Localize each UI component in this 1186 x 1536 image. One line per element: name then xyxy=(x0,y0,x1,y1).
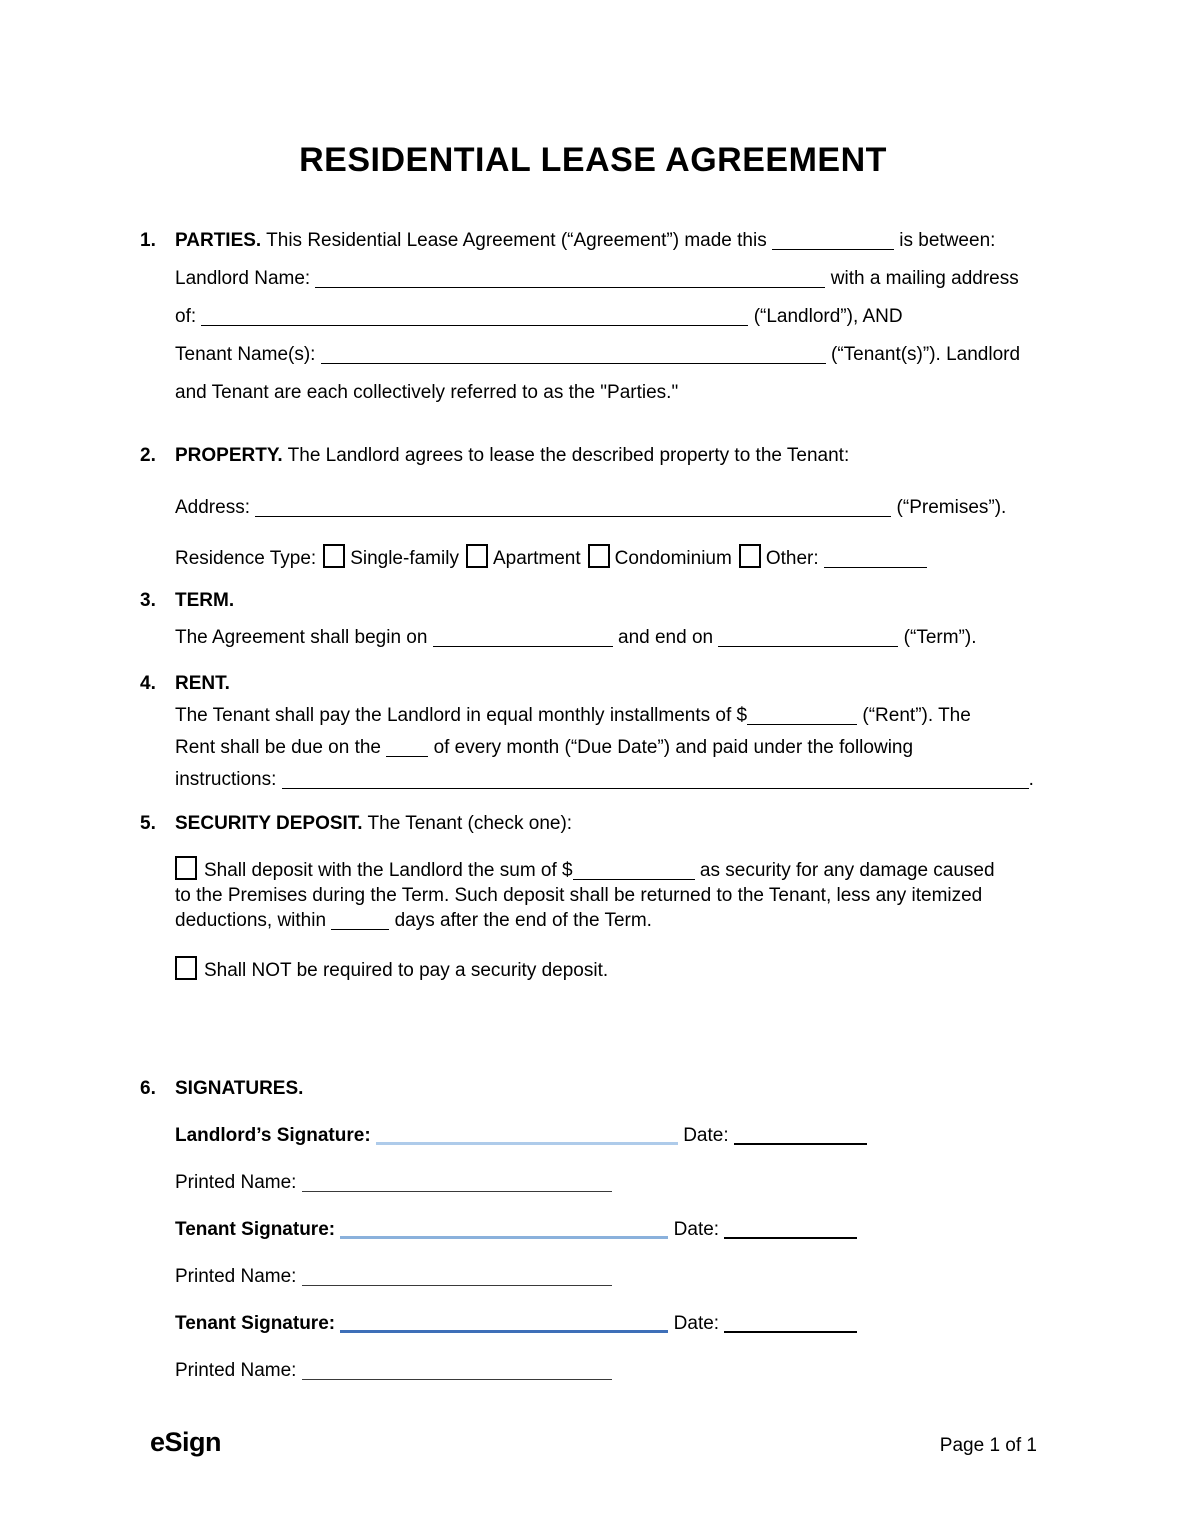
section-signatures-number: 6. xyxy=(140,1078,156,1099)
term-heading-line xyxy=(175,589,1086,613)
tenant2-printed-name-row xyxy=(175,1359,1086,1383)
blank-rent-amount[interactable] xyxy=(747,705,857,725)
tenant2-date-field[interactable] xyxy=(724,1312,857,1333)
section-term-number: 3. xyxy=(140,590,156,611)
parties-tenant-line xyxy=(175,336,1086,374)
parties-address-line xyxy=(175,298,1086,336)
blank-term-end-date[interactable] xyxy=(718,627,898,647)
landlord-printed-name-label: Printed Name: xyxy=(175,1172,297,1193)
tenant2-printed-name-label: Printed Name: xyxy=(175,1360,297,1381)
security-deductions-text: deductions, within xyxy=(175,910,327,931)
rent-heading-line xyxy=(175,672,1086,696)
section-security-number: 5. xyxy=(140,813,156,834)
rent-line-1 xyxy=(175,700,1086,732)
section-term xyxy=(0,589,1186,650)
blank-landlord-mailing-address[interactable] xyxy=(201,306,748,326)
checkbox-other[interactable] xyxy=(739,544,761,568)
security-option1-line-3 xyxy=(175,908,1086,933)
checkbox-apartment[interactable] xyxy=(466,544,488,568)
security-option-deposit xyxy=(175,856,1086,933)
section-signatures-heading: SIGNATURES. xyxy=(175,1078,304,1099)
rent-line-3 xyxy=(175,764,1086,796)
residence-option-single-family: Single-family xyxy=(350,548,459,569)
parties-closing-text: and Tenant are each collectively referred to as the "Parties." xyxy=(175,382,679,403)
section-parties-heading: PARTIES. xyxy=(175,230,262,251)
security-option1-line-1 xyxy=(175,856,1086,883)
residence-option-other-label: Other: xyxy=(765,548,819,569)
blank-tenant-names[interactable] xyxy=(321,344,826,364)
rent-amount-text-after: (“Rent”). The xyxy=(862,705,971,726)
blank-property-address[interactable] xyxy=(255,497,891,517)
tenant1-date-label: Date: xyxy=(673,1219,720,1240)
security-intro-text: The Tenant (check one): xyxy=(367,813,573,834)
tenant2-signature-label: Tenant Signature: xyxy=(175,1313,336,1334)
mailing-address-text-after: (“Landlord”), AND xyxy=(753,306,903,327)
residence-option-condominium: Condominium xyxy=(614,548,732,569)
property-address-text-after: (“Premises”). xyxy=(896,497,1007,518)
property-intro-line xyxy=(175,444,1086,468)
security-option1-text-2: to the Premises during the Term. Such deposit shall be returned to the Tenant, less any itemized xyxy=(175,885,983,906)
section-security-deposit xyxy=(0,812,1186,983)
rent-line-2 xyxy=(175,732,1086,764)
security-deductions-text-after: days after the end of the Term. xyxy=(394,910,652,931)
rent-paragraph xyxy=(175,700,1086,796)
checkbox-condominium[interactable] xyxy=(588,544,610,568)
landlord-printed-name-row xyxy=(175,1171,1086,1195)
term-end-label: and end on xyxy=(618,627,714,648)
security-option-no-deposit xyxy=(175,956,1086,983)
blank-agreement-date[interactable] xyxy=(772,230,894,250)
tenant1-signature-field[interactable] xyxy=(340,1217,668,1239)
residence-type-line xyxy=(175,544,1086,571)
blank-term-begin-date[interactable] xyxy=(433,627,613,647)
page-number-label: Page 1 of 1 xyxy=(939,1435,1037,1456)
landlord-name-label: Landlord Name: xyxy=(175,268,311,289)
security-option1-text: Shall deposit with the Landlord the sum of $ xyxy=(204,860,573,881)
rent-instructions-label: instructions: xyxy=(175,769,277,790)
landlord-date-field[interactable] xyxy=(734,1124,867,1145)
property-intro-text: The Landlord agrees to lease the described property to the Tenant: xyxy=(287,445,850,466)
tenant1-printed-name-row xyxy=(175,1265,1086,1289)
page-title: RESIDENTIAL LEASE AGREEMENT xyxy=(299,141,887,179)
section-rent-heading: RENT. xyxy=(175,673,230,694)
rent-instructions-suffix: . xyxy=(1028,769,1034,790)
landlord-date-label: Date: xyxy=(683,1125,729,1146)
residence-option-apartment: Apartment xyxy=(492,548,581,569)
section-security-heading: SECURITY DEPOSIT. xyxy=(175,813,363,834)
term-suffix-text: (“Term”). xyxy=(903,627,977,648)
landlord-signature-field[interactable] xyxy=(376,1123,678,1145)
blank-rent-due-day[interactable] xyxy=(386,737,428,757)
mailing-address-label: of: xyxy=(175,306,197,327)
tenant2-signature-row xyxy=(175,1311,1086,1336)
blank-deposit-return-days[interactable] xyxy=(331,910,389,930)
section-rent-number: 4. xyxy=(140,673,156,694)
property-address-line xyxy=(175,496,1086,520)
landlord-signature-row xyxy=(175,1123,1086,1148)
landlord-signature-label: Landlord’s Signature: xyxy=(175,1125,371,1146)
tenant1-date-field[interactable] xyxy=(724,1218,857,1239)
checkbox-shall-deposit[interactable] xyxy=(175,856,197,880)
term-dates-line xyxy=(175,626,1086,650)
tenant2-date-label: Date: xyxy=(673,1313,720,1334)
parties-intro-line xyxy=(175,222,1086,260)
signatures-heading-line xyxy=(175,1077,1086,1101)
tenant-names-label: Tenant Name(s): xyxy=(175,344,316,365)
term-begin-label: The Agreement shall begin on xyxy=(175,627,428,648)
blank-landlord-name[interactable] xyxy=(315,268,825,288)
section-property-number: 2. xyxy=(140,445,156,466)
section-parties-number: 1. xyxy=(140,230,156,251)
section-property-heading: PROPERTY. xyxy=(175,445,283,466)
landlord-printed-name-field[interactable] xyxy=(302,1172,612,1192)
landlord-name-text-after: with a mailing address xyxy=(830,268,1019,289)
tenant2-signature-field[interactable] xyxy=(340,1311,668,1333)
parties-intro-text: This Residential Lease Agreement (“Agreement”) made this xyxy=(266,230,767,251)
tenant-names-text-after: (“Tenant(s)”). Landlord xyxy=(831,344,1021,365)
tenant2-printed-name-field[interactable] xyxy=(302,1360,612,1380)
section-signatures xyxy=(0,1077,1186,1383)
tenant1-signature-row xyxy=(175,1217,1086,1242)
blank-residence-other[interactable] xyxy=(824,548,927,568)
parties-intro-text-after: is between: xyxy=(899,230,996,251)
section-term-heading: TERM. xyxy=(175,590,235,611)
blank-payment-instructions[interactable] xyxy=(282,769,1029,789)
tenant1-signature-label: Tenant Signature: xyxy=(175,1219,336,1240)
section-rent xyxy=(0,672,1186,796)
checkbox-single-family[interactable] xyxy=(323,544,345,568)
section-parties xyxy=(0,222,1186,412)
section-property xyxy=(0,444,1186,571)
rent-due-text: Rent shall be due on the xyxy=(175,737,381,758)
security-option2-text: Shall NOT be required to pay a security deposit. xyxy=(204,960,609,981)
parties-closing-line xyxy=(175,374,1086,412)
page-footer xyxy=(150,1427,1037,1458)
security-option1-text-after: as security for any damage caused xyxy=(699,860,995,881)
tenant1-printed-name-field[interactable] xyxy=(302,1266,612,1286)
security-option1-line-2 xyxy=(175,883,1086,908)
blank-deposit-amount[interactable] xyxy=(573,860,695,880)
residence-type-label: Residence Type: xyxy=(175,548,317,569)
checkbox-no-deposit[interactable] xyxy=(175,956,197,980)
esign-logo: eSign xyxy=(150,1427,222,1457)
rent-amount-text: The Tenant shall pay the Landlord in equal monthly installments of $ xyxy=(175,705,748,726)
security-heading-line xyxy=(175,812,1086,836)
rent-due-text-after: of every month (“Due Date”) and paid under the following xyxy=(433,737,914,758)
parties-landlord-line xyxy=(175,260,1086,298)
tenant1-printed-name-label: Printed Name: xyxy=(175,1266,297,1287)
property-address-label: Address: xyxy=(175,497,250,518)
